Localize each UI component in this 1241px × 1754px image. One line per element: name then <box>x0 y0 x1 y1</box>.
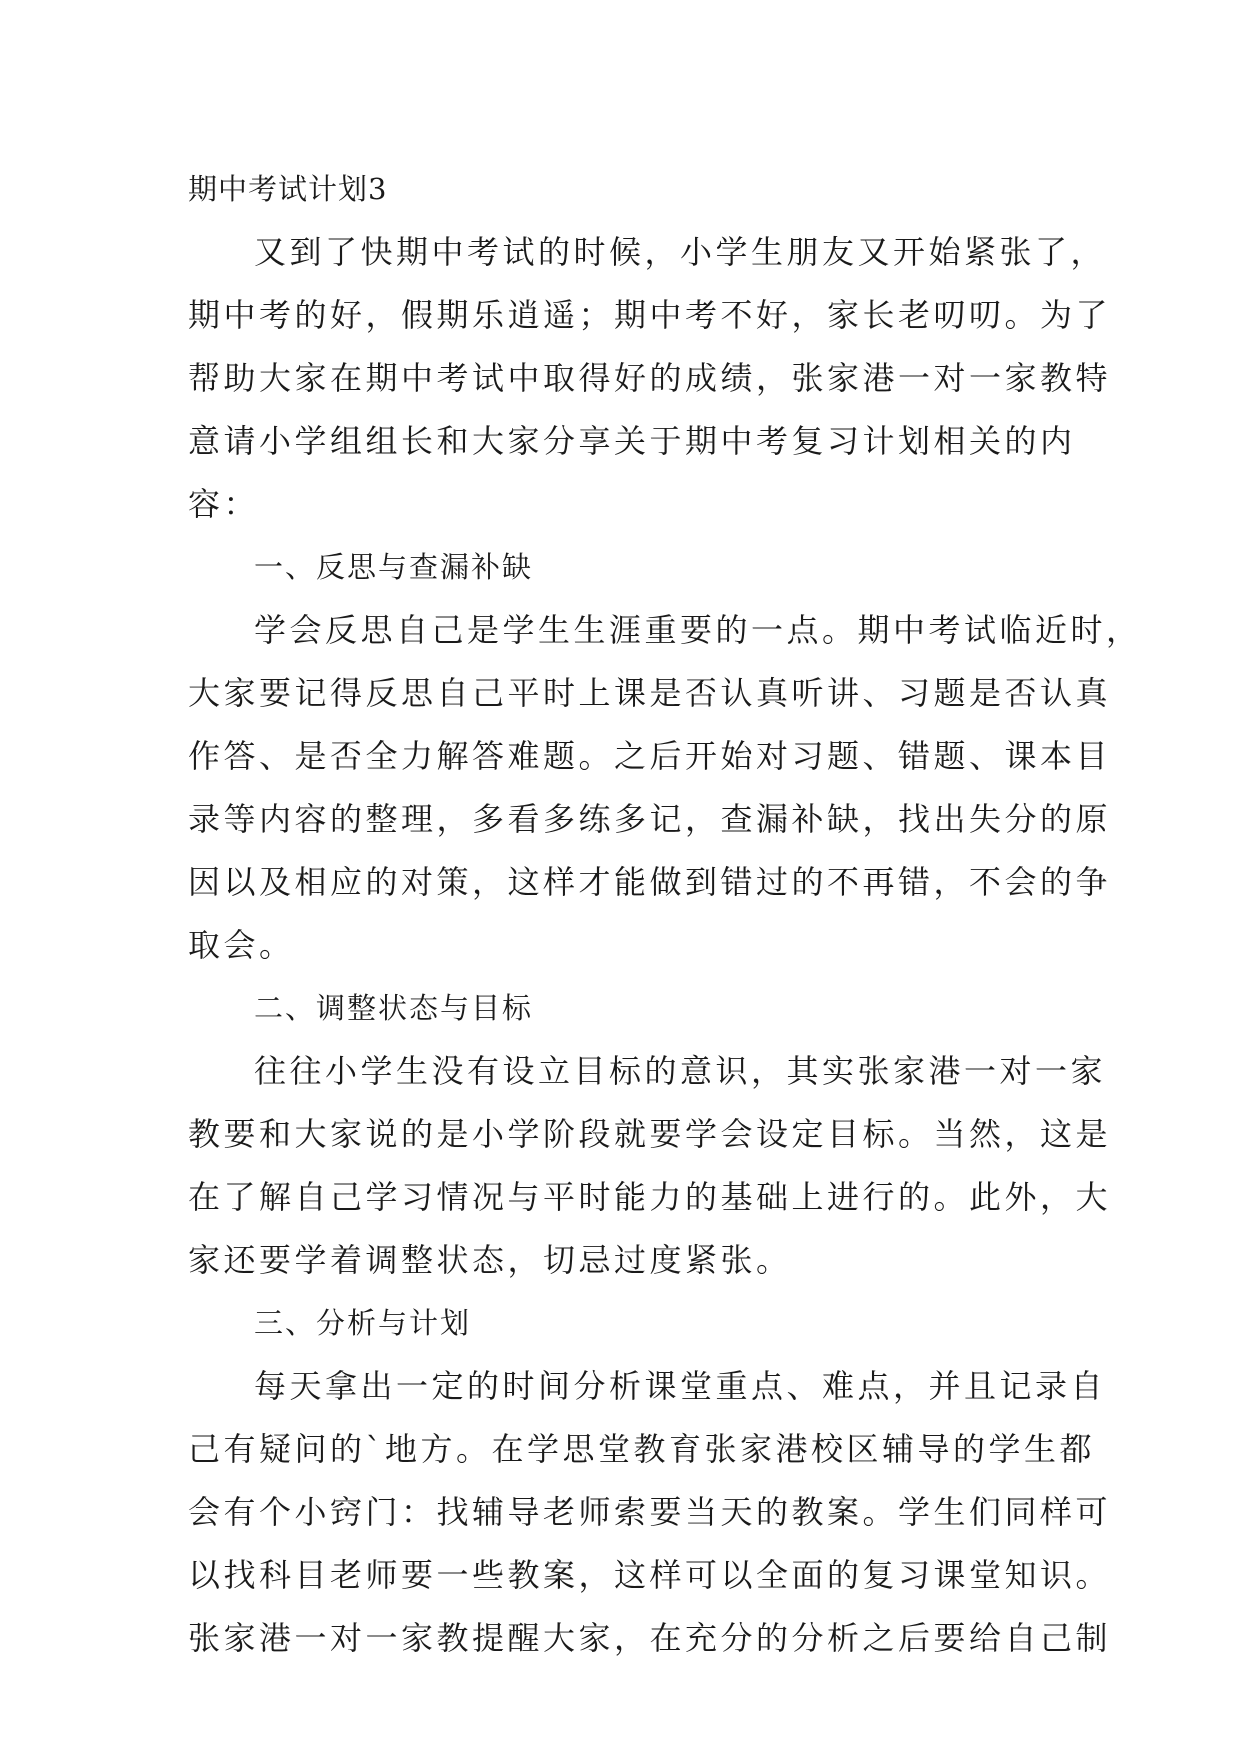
paragraph-line: 又到了快期中考试的时候，小学生朋友又开始紧张了， <box>254 233 1107 271</box>
section-heading-3: 三、分析与计划 <box>254 1306 472 1340</box>
paragraph-line: 每天拿出一定的时间分析课堂重点、难点，并且记录自 <box>254 1367 1107 1405</box>
paragraph-line: 张家港一对一家教提醒大家，在充分的分析之后要给自己制 <box>188 1619 1112 1657</box>
paragraph-line: 帮助大家在期中考试中取得好的成绩，张家港一对一家教特 <box>188 359 1112 397</box>
paragraph-line: 学会反思自己是学生生涯重要的一点。期中考试临近时， <box>254 611 1142 649</box>
paragraph-line: 往往小学生没有设立目标的意识，其实张家港一对一家 <box>254 1052 1107 1090</box>
paragraph-line: 在了解自己学习情况与平时能力的基础上进行的。此外，大 <box>188 1178 1112 1216</box>
paragraph-line: 因以及相应的对策，这样才能做到错过的不再错，不会的争 <box>188 863 1112 901</box>
section-heading-1: 一、反思与查漏补缺 <box>254 550 534 584</box>
paragraph-line: 家还要学着调整状态，切忌过度紧张。 <box>188 1241 792 1279</box>
paragraph-line: 期中考的好，假期乐逍遥；期中考不好，家长老叨叨。为了 <box>188 296 1112 334</box>
paragraph-line: 以找科目老师要一些教案，这样可以全面的复习课堂知识。 <box>188 1556 1112 1594</box>
paragraph-line: 录等内容的整理，多看多练多记，查漏补缺，找出失分的原 <box>188 800 1112 838</box>
document-title: 期中考试计划3 <box>188 172 388 206</box>
paragraph-line: 会有个小窍门：找辅导老师索要当天的教案。学生们同样可 <box>188 1493 1112 1531</box>
section-heading-2: 二、调整状态与目标 <box>254 991 534 1025</box>
paragraph-line: 大家要记得反思自己平时上课是否认真听讲、习题是否认真 <box>188 674 1112 712</box>
document-body <box>188 158 1142 1670</box>
paragraph-line: 教要和大家说的是小学阶段就要学会设定目标。当然，这是 <box>188 1115 1112 1153</box>
paragraph-line: 作答、是否全力解答难题。之后开始对习题、错题、课本目 <box>188 737 1112 775</box>
paragraph-line: 容： <box>188 485 260 523</box>
paragraph-line: 意请小学组组长和大家分享关于期中考复习计划相关的内 <box>188 422 1076 460</box>
paragraph-line: 取会。 <box>188 926 295 964</box>
paragraph-line: 己有疑问的`地方。在学思堂教育张家港校区辅导的学生都 <box>188 1430 1096 1468</box>
